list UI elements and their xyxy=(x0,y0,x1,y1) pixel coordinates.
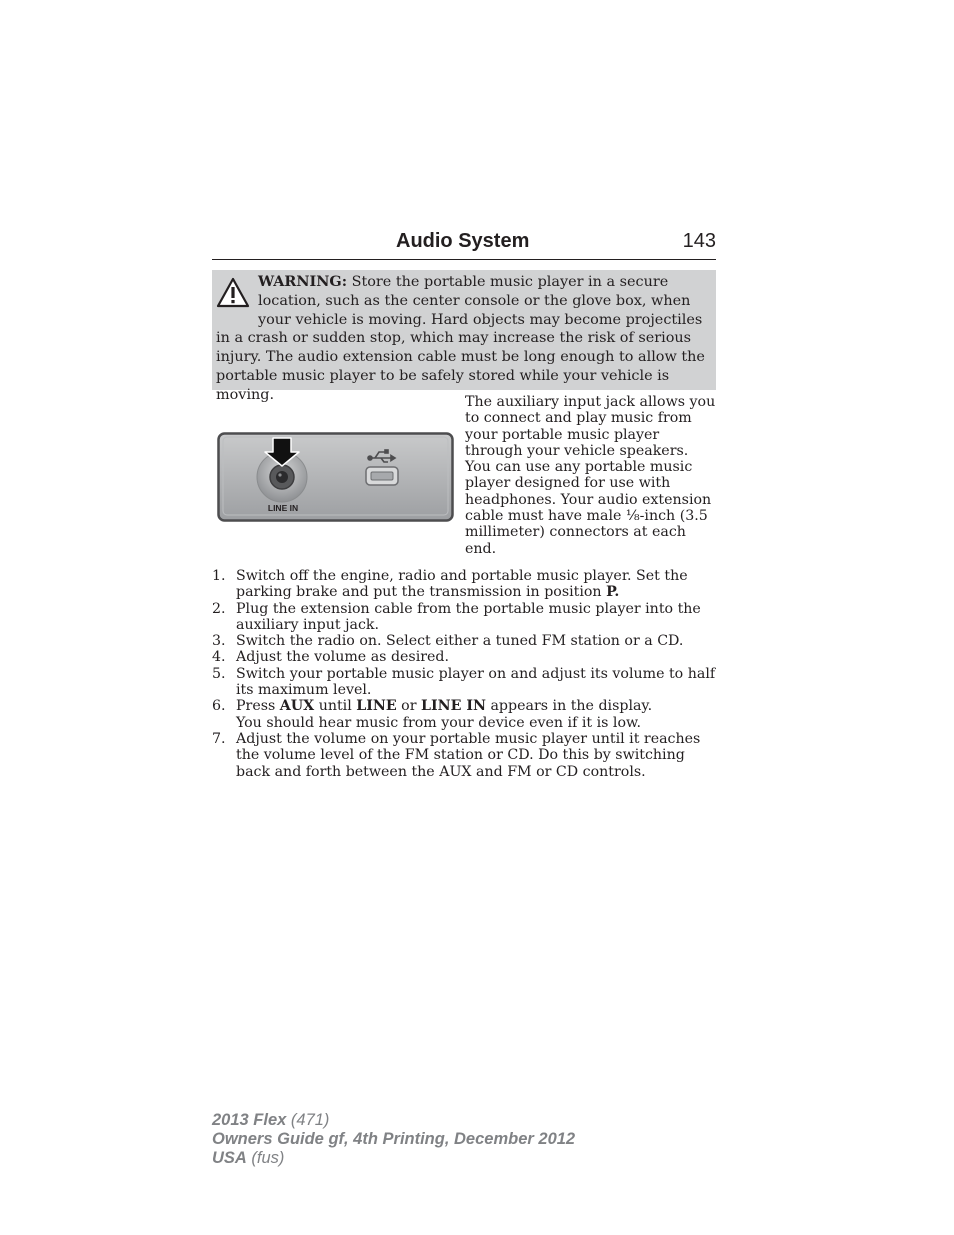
warning-triangle-icon xyxy=(216,275,250,311)
list-item: 3. Switch the radio on. Select either a tuned FM station or a CD. xyxy=(212,633,684,650)
list-item: 2. Plug the extension cable from the portable music player into the auxiliary input jack. xyxy=(212,600,701,633)
page-number: 143 xyxy=(682,230,716,252)
footer-line-model: 2013 Flex (471) xyxy=(212,1111,330,1129)
list-item: 4. Adjust the volume as desired. xyxy=(212,649,450,666)
section-title: Audio System xyxy=(396,230,530,252)
page-header xyxy=(212,229,716,260)
usb-port xyxy=(366,467,398,485)
warning-box xyxy=(212,270,716,403)
page-footer xyxy=(212,1111,575,1168)
list-item: 1. Switch off the engine, radio and portable music player. Set the parking brake and put the transmission in position P. xyxy=(212,568,688,601)
list-item: 6. Press AUX until LINE or LINE IN appears in the display. You should hear music from your device even if it is low. xyxy=(212,698,653,731)
instructions-list xyxy=(212,568,718,780)
footer-line-region: USA (fus) xyxy=(212,1149,285,1167)
line-in-label: LINE IN xyxy=(267,503,299,513)
warning-label: WARNING: xyxy=(258,273,348,290)
list-item: 5. Switch your portable music player on and adjust its volume to half its maximum level. xyxy=(212,665,716,699)
list-item: 7. Adjust the volume on your portable music player until it reaches the volume level of the FM station or CD. Do this by switching back and forth between the AUX and FM or CD controls. xyxy=(212,730,701,780)
aux-jack-illustration xyxy=(217,432,454,523)
footer-line-edition: Owners Guide gf, 4th Printing, December 2012 xyxy=(212,1130,576,1148)
warning-text: Store the portable music player in a secure location, such as the center console or the glove box, when your vehicle is moving. Hard objects may become projectiles in a crash or sudden stop, which may increase the risk of serious injury. The audio extension cable must be long enough to allow the portable music player to be safely stored while your vehicle is moving. xyxy=(216,274,705,403)
aux-description: The auxiliary input jack allows you to connect and play music from your portable music player through your vehicle speakers. You can use any portable music player designed for use with headphones. Your audio extension cable must have male ⅛-inch (3.5 millimeter) connectors at each end. xyxy=(465,394,716,557)
